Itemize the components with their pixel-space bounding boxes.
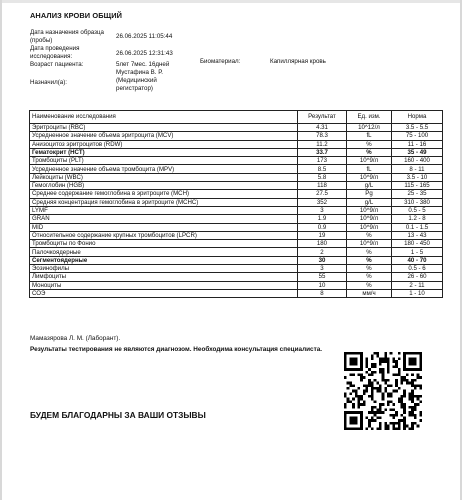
cell-norm: 25 - 35 <box>392 190 443 198</box>
table-row <box>30 198 443 206</box>
cell-test-name: GRAN <box>30 215 298 223</box>
cell-unit: % <box>347 281 392 289</box>
cell-test-name: Усредненное значение объема эритроцита (MCV) <box>30 132 298 140</box>
cell-result: 10 <box>298 281 347 289</box>
table-row <box>30 157 443 165</box>
table-row <box>30 231 443 239</box>
cell-test-name: MID <box>30 223 298 231</box>
cell-result: 4.31 <box>298 124 347 132</box>
table-row <box>30 240 443 248</box>
header-result: Результат <box>298 111 347 124</box>
cell-test-name: Усредненное значение объема тромбоцита (MPV) <box>30 165 298 173</box>
table-row <box>30 215 443 223</box>
qr-code-image <box>344 352 422 430</box>
cell-result: 78.3 <box>298 132 347 140</box>
cell-norm: 13 - 43 <box>392 231 443 239</box>
table-row <box>30 140 443 148</box>
table-row <box>30 206 443 214</box>
cell-unit: 10^9/л <box>347 223 392 231</box>
page-left-edge <box>0 0 2 500</box>
table-row <box>30 265 443 273</box>
cell-norm: 310 - 380 <box>392 198 443 206</box>
report-title: АНАЛИЗ КРОВИ ОБЩИЙ <box>30 11 123 20</box>
results-table <box>29 110 443 298</box>
sample-date-value: 26.06.2025 11:05:44 <box>116 33 173 40</box>
cell-result: 0.9 <box>298 223 347 231</box>
cell-result: 27.5 <box>298 190 347 198</box>
cell-norm: 0.5 - 6 <box>392 265 443 273</box>
cell-unit: мм/ч <box>347 289 392 297</box>
cell-norm: 1 - 5 <box>392 248 443 256</box>
cell-unit: % <box>347 248 392 256</box>
cell-result: 352 <box>298 198 347 206</box>
test-date-value: 26.06.2025 12:31:43 <box>116 50 173 57</box>
referrer-org-line2: регистратор) <box>116 85 153 92</box>
cell-unit: g/L <box>347 198 392 206</box>
cell-unit: 10^9/л <box>347 240 392 248</box>
cell-norm: 0.5 - 5 <box>392 206 443 214</box>
cell-test-name: Средняя концентрация гемоглобина в эритроците (MCHC) <box>30 198 298 206</box>
biomaterial-label: Биоматериал: <box>200 58 241 65</box>
biomaterial-value: Капиллярная кровь <box>270 58 326 65</box>
cell-norm: 0.1 - 1.5 <box>392 223 443 231</box>
cell-test-name: Гемоглобин (HGB) <box>30 182 298 190</box>
cell-unit: Pg <box>347 190 392 198</box>
cell-unit: % <box>347 256 392 264</box>
page-top-edge <box>0 0 462 3</box>
age-value: 5лет 7мес. 16дней <box>116 61 170 68</box>
age-label: Возраст пациента: <box>30 61 84 68</box>
table-row <box>30 281 443 289</box>
cell-test-name: Моноциты <box>30 281 298 289</box>
cell-norm: 11 - 16 <box>392 140 443 148</box>
feedback-heading: БУДЕМ БЛАГОДАРНЫ ЗА ВАШИ ОТЗЫВЫ <box>30 410 206 420</box>
cell-test-name: Тромбоциты (PLT) <box>30 157 298 165</box>
cell-result: 19 <box>298 231 347 239</box>
cell-result: 118 <box>298 182 347 190</box>
cell-result: 8 <box>298 289 347 297</box>
cell-norm: 3.5 - 5.5 <box>392 124 443 132</box>
table-row <box>30 132 443 140</box>
cell-norm: 2 - 11 <box>392 281 443 289</box>
cell-norm: 26 - 60 <box>392 273 443 281</box>
test-date-label: Дата проведения исследования: <box>30 45 80 60</box>
cell-test-name: Эозинофилы <box>30 265 298 273</box>
cell-unit: 10^9/л <box>347 173 392 181</box>
referrer-org-line1: (Медицинский <box>116 77 157 84</box>
cell-result: 3 <box>298 206 347 214</box>
table-row <box>30 165 443 173</box>
referrer-name: Мустафина В. Р. <box>116 69 163 76</box>
table-row <box>30 124 443 132</box>
cell-norm: 75 - 100 <box>392 132 443 140</box>
cell-norm: 1 - 10 <box>392 289 443 297</box>
table-row <box>30 223 443 231</box>
cell-norm: 160 - 400 <box>392 157 443 165</box>
cell-norm: 1.2 - 8 <box>392 215 443 223</box>
table-row <box>30 173 443 181</box>
cell-unit: % <box>347 265 392 273</box>
cell-unit: 10^12/л <box>347 124 392 132</box>
cell-result: 8.5 <box>298 165 347 173</box>
cell-test-name: Эритроциты (RBC) <box>30 124 298 132</box>
cell-unit: % <box>347 231 392 239</box>
cell-unit: 10^9/л <box>347 157 392 165</box>
sample-date-label: Дата назначения образца (пробы) <box>30 29 104 44</box>
cell-unit: 10^9/л <box>347 215 392 223</box>
cell-test-name: LYMF <box>30 206 298 214</box>
cell-unit: 10^9/л <box>347 206 392 214</box>
cell-unit: g/L <box>347 182 392 190</box>
header-norm: Норма <box>392 111 443 124</box>
cell-test-name: Лейкоциты (WBC) <box>30 173 298 181</box>
cell-result: 33.7 <box>298 148 347 156</box>
table-header-row <box>30 111 443 124</box>
cell-result: 2 <box>298 248 347 256</box>
cell-test-name: Палочкоядерные <box>30 248 298 256</box>
cell-norm: 35 - 49 <box>392 148 443 156</box>
cell-test-name: Среднее содержание гемоглобина в эритроците (MCH) <box>30 190 298 198</box>
cell-result: 1.9 <box>298 215 347 223</box>
cell-unit: fL <box>347 165 392 173</box>
header-test-name: Наименование исследования <box>30 111 298 124</box>
cell-unit: % <box>347 140 392 148</box>
cell-norm: 40 - 70 <box>392 256 443 264</box>
cell-unit: % <box>347 273 392 281</box>
cell-test-name: СОЭ <box>30 289 298 297</box>
cell-norm: 8 - 11 <box>392 165 443 173</box>
cell-result: 5.8 <box>298 173 347 181</box>
table-row <box>30 248 443 256</box>
lab-assistant: Мамазярова Л. М. (Лаборант). <box>30 335 121 342</box>
cell-unit: % <box>347 148 392 156</box>
table-row <box>30 273 443 281</box>
cell-result: 11.2 <box>298 140 347 148</box>
cell-test-name: Гематокрит (HCT) <box>30 148 298 156</box>
cell-test-name: Тромбоциты по Фонио <box>30 240 298 248</box>
cell-norm: 180 - 450 <box>392 240 443 248</box>
cell-norm: 115 - 165 <box>392 182 443 190</box>
disclaimer: Результаты тестирования не являются диагнозом. Необходима консультация специалиста. <box>30 346 323 353</box>
cell-result: 30 <box>298 256 347 264</box>
table-row <box>30 256 443 264</box>
cell-test-name: Лимфоциты <box>30 273 298 281</box>
cell-result: 173 <box>298 157 347 165</box>
table-row <box>30 190 443 198</box>
cell-test-name: Сегментоядерные <box>30 256 298 264</box>
cell-test-name: Анизоцитоз эритроцитов (RDW) <box>30 140 298 148</box>
cell-result: 55 <box>298 273 347 281</box>
cell-norm: 3.5 - 10 <box>392 173 443 181</box>
cell-result: 3 <box>298 265 347 273</box>
cell-unit: fL <box>347 132 392 140</box>
referrer-label: Назначил(а): <box>30 79 67 86</box>
table-row <box>30 148 443 156</box>
cell-test-name: Относительное содержание крупных тромбоцитов (LPCR) <box>30 231 298 239</box>
table-row <box>30 289 443 297</box>
header-unit: Ед. изм. <box>347 111 392 124</box>
cell-result: 180 <box>298 240 347 248</box>
table-row <box>30 182 443 190</box>
